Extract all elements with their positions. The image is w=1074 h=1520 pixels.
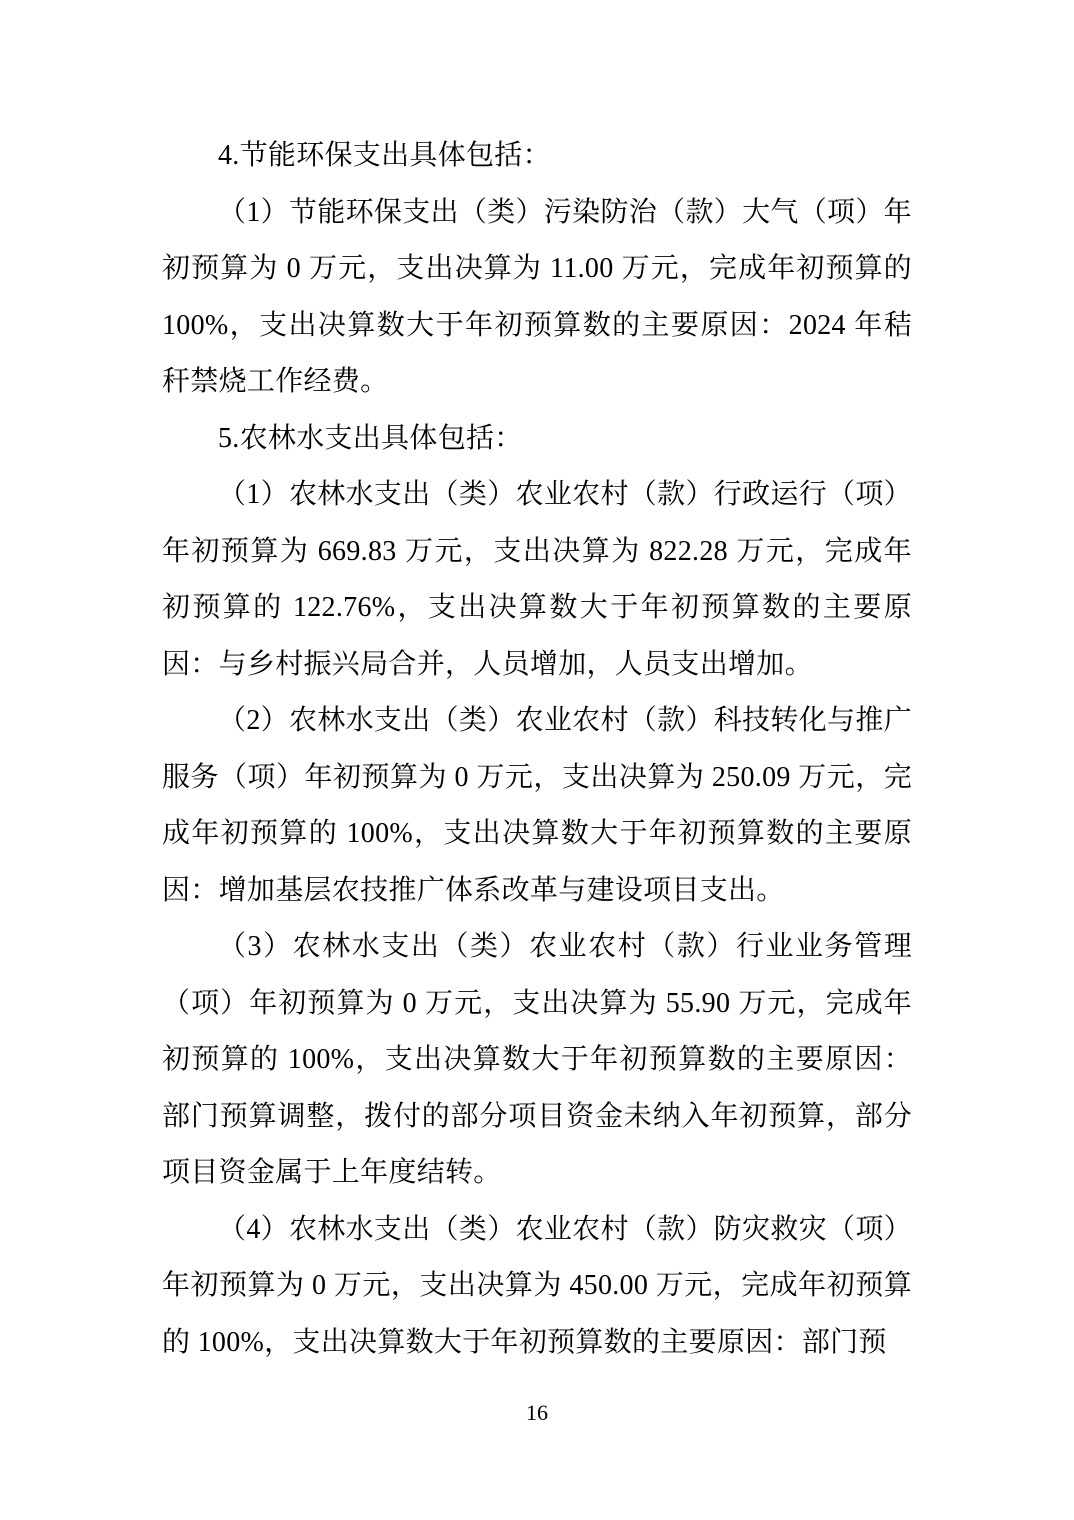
paragraph-section-4-item-1: （1）节能环保支出（类）污染防治（款）大气（项）年初预算为 0 万元，支出决算为 11.00 万元，完成年初预算的 100%，支出决算数大于年初预算数的主要原因：2024 年秸秆禁烧工作经费。 [162,196,912,397]
paragraph-section-5-item-2: （2）农林水支出（类）农业农村（款）科技转化与推广服务（项）年初预算为 0 万元，支出决算为 250.09 万元，完成年初预算的 100%，支出决算数大于年初预算数的主要原因：增加基层农技推广体系改革与建设项目支出。 [162,705,912,906]
paragraph-section-4-heading: 4.节能环保支出具体包括： [218,140,551,171]
document-body [162,128,912,1371]
paragraph-section-5-item-4: （4）农林水支出（类）农业农村（款）防灾救灾（项）年初预算为 0 万元，支出决算为 450.00 万元，完成年初预算的 100%，支出决算数大于年初预算数的主要原因：部门预 [162,1213,912,1358]
page-number: 16 [526,1400,548,1425]
paragraph-section-5-item-1: （1）农林水支出（类）农业农村（款）行政运行（项）年初预算为 669.83 万元，支出决算为 822.28 万元，完成年初预算的 122.76%，支出决算数大于年初预算数的主要原因：与乡村振兴局合并，人员增加，人员支出增加。 [162,479,912,680]
paragraph-section-5-item-3: （3）农林水支出（类）农业农村（款）行业业务管理（项）年初预算为 0 万元，支出决算为 55.90 万元，完成年初预算的 100%，支出决算数大于年初预算数的主要原因：部门预算调整，拨付的部分项目资金未纳入年初预算，部分项目资金属于上年度结转。 [162,931,912,1188]
paragraph-section-5-heading: 5.农林水支出具体包括： [218,422,523,454]
